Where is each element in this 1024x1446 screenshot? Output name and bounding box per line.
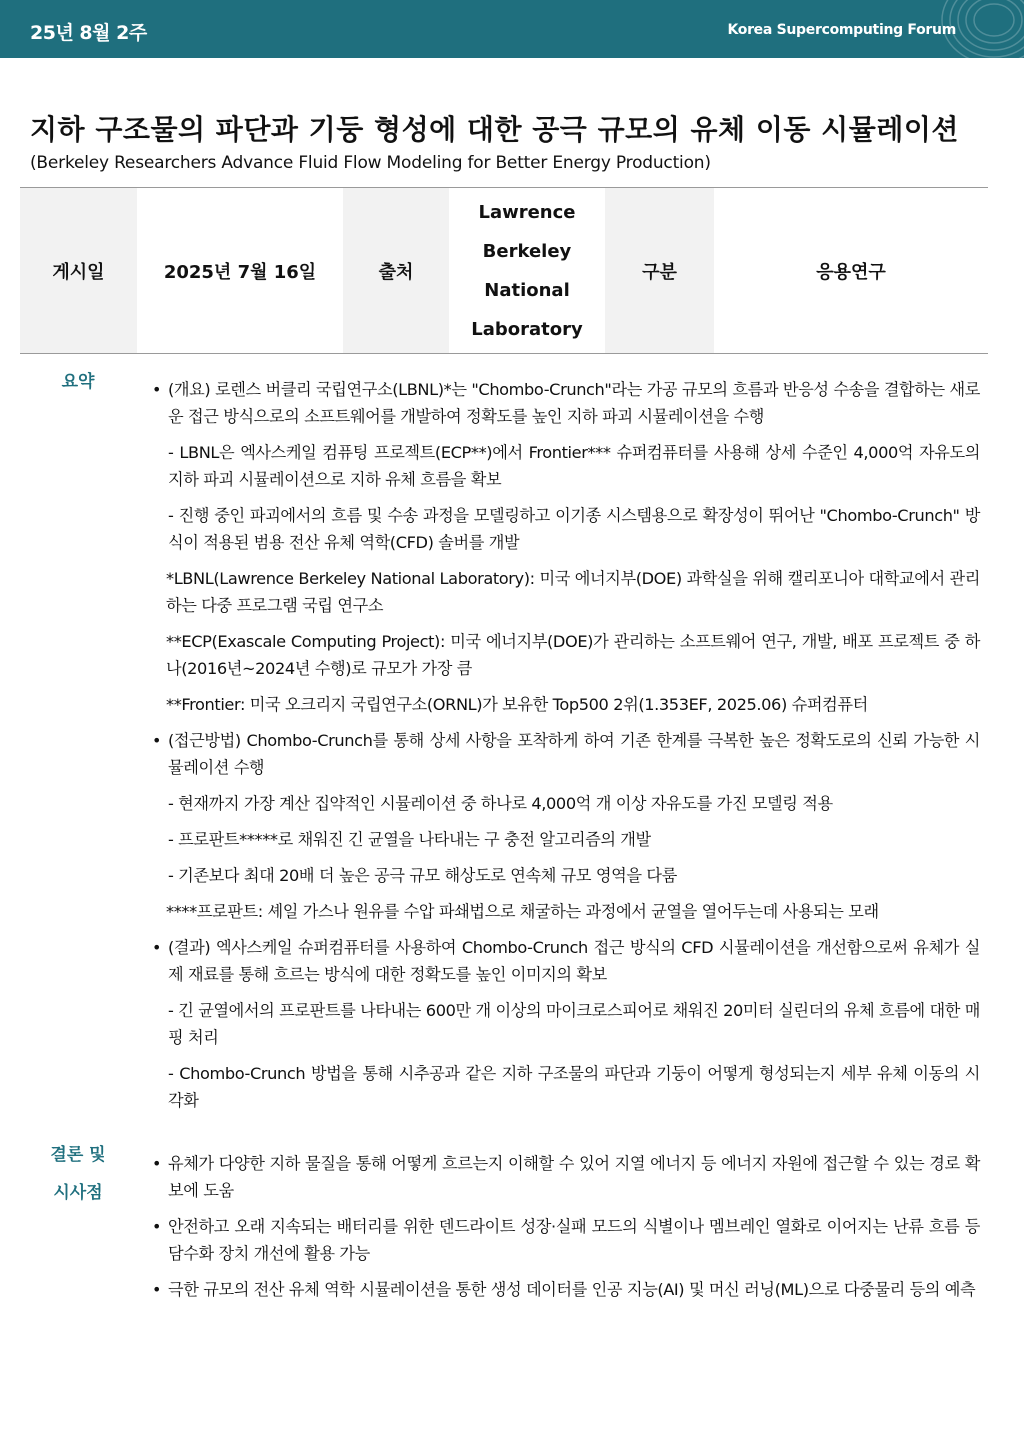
source-value <box>449 188 605 353</box>
issue-week: 25년 8월 2주 <box>30 22 147 44</box>
summary-item: - 진행 중인 파괴에서의 흐름 및 수송 과정을 모델링하고 이기종 시스템용으로 확장성이 뛰어난 "Chombo-Crunch" 방식이 적용된 범용 전산 유체 역학(CFD) 솔버를 개발 <box>168 506 980 552</box>
conclusion-label-line: 결론 및 <box>50 1145 106 1165</box>
footnote-item: **ECP(Exascale Computing Project): 미국 에너지부(DOE)가 관리하는 소프트웨어 연구, 개발, 배포 프로젝트 중 하나(2016년~2024년 수행)로 규모가 가장 큼 <box>166 632 980 678</box>
conclusion-item: • 극한 규모의 전산 유체 역학 시뮬레이션을 통한 생성 데이터를 인공 지능(AI) 및 머신 러닝(ML)으로 다중물리 등의 예측 <box>148 1276 980 1303</box>
summary-item: - 긴 균열에서의 프로판트를 나타내는 600만 개 이상의 마이크로스피어로 채워진 20미터 실린더의 유체 흐름에 대한 매핑 처리 <box>168 1001 980 1047</box>
header-bar <box>0 0 1024 58</box>
summary-item: - 기존보다 최대 20배 더 높은 공극 규모 해상도로 연속체 규모 영역을 다룸 <box>168 866 677 885</box>
conclusion-section <box>148 1150 980 1303</box>
conclusion-item: • 유체가 다양한 지하 물질을 통해 어떻게 흐르는지 이해할 수 있어 지열 에너지 등 에너지 자원에 접근할 수 있는 경로 확보에 도움 <box>148 1150 980 1204</box>
posted-date-label: 게시일 <box>20 188 137 353</box>
footnote-item: **Frontier: 미국 오크리지 국립연구소(ORNL)가 보유한 Top500 2위(1.353EF, 2025.06) 슈퍼컴퓨터 <box>166 695 868 714</box>
info-table <box>20 188 988 354</box>
source-line: National <box>484 279 570 301</box>
conclusion-section-label <box>18 1136 138 1212</box>
category-label: 구분 <box>605 188 714 353</box>
page-title: 지하 구조물의 파단과 기둥 형성에 대한 공극 규모의 유체 이동 시뮬레이션 <box>30 113 959 146</box>
summary-section <box>148 376 980 1114</box>
source-line: Lawrence <box>478 201 576 223</box>
conclusion-label-line: 시사점 <box>53 1183 103 1203</box>
summary-item: • (개요) 로렌스 버클리 국립연구소(LBNL)*는 "Chombo-Crunch"라는 가공 규모의 흐름과 반응성 수송을 결합하는 새로운 접근 방식으로의 소프트웨어를 개발하여 정확도를 높인 지하 파괴 시뮬레이션을 수행 <box>148 376 980 430</box>
summary-item: • (결과) 엑사스케일 슈퍼컴퓨터를 사용하여 Chombo-Crunch 접근 방식의 CFD 시뮬레이션을 개선함으로써 유체가 실제 재료를 통해 흐르는 방식에 대한 정확도를 높인 이미지의 확보 <box>148 934 980 988</box>
summary-item: - LBNL은 엑사스케일 컴퓨팅 프로젝트(ECP**)에서 Frontier*** 슈퍼컴퓨터를 사용해 상세 수준인 4,000억 자유도의 지하 파괴 시뮬레이션으로 지하 유체 흐름을 확보 <box>168 443 980 489</box>
posted-date-value: 2025년 7월 16일 <box>163 261 317 283</box>
footnote-item: ****프로판트: 셰일 가스나 원유를 수압 파쇄법으로 채굴하는 과정에서 균열을 열어두는데 사용되는 모래 <box>166 902 879 921</box>
source-line: Laboratory <box>471 318 583 340</box>
page-subtitle: (Berkeley Researchers Advance Fluid Flow Modeling for Better Energy Production) <box>30 153 711 173</box>
source-label: 출처 <box>343 188 449 353</box>
summary-item: • (접근방법) Chombo-Crunch를 통해 상세 사항을 포착하게 하여 기존 한계를 극복한 높은 정확도로의 신뢰 가능한 시뮬레이션 수행 <box>148 727 980 781</box>
category-value: 응용연구 <box>816 261 886 283</box>
summary-section-label: 요약 <box>61 372 95 392</box>
conclusion-item: • 안전하고 오래 지속되는 배터리를 위한 덴드라이트 성장·실패 모드의 식별이나 멤브레인 열화로 이어지는 난류 흐름 등 담수화 장치 개선에 활용 가능 <box>148 1213 980 1267</box>
forum-name: Korea Supercomputing Forum <box>727 22 956 38</box>
footnote-item: *LBNL(Lawrence Berkeley National Laboratory): 미국 에너지부(DOE) 과학실을 위해 캘리포니아 대학교에서 관리하는 다중 프로그램 국립 연구소 <box>166 569 980 615</box>
source-line: Berkeley <box>482 240 572 262</box>
summary-item: - 프로판트*****로 채워진 긴 균열을 나타내는 구 충전 알고리즘의 개발 <box>168 830 651 849</box>
summary-item: - Chombo-Crunch 방법을 통해 시추공과 같은 지하 구조물의 파단과 기둥이 어떻게 형성되는지 세부 유체 이동의 시각화 <box>168 1064 980 1110</box>
swirl-decoration-icon <box>924 0 1024 58</box>
summary-item: - 현재까지 가장 계산 집약적인 시뮬레이션 중 하나로 4,000억 개 이상 자유도를 가진 모델링 적용 <box>168 794 833 813</box>
